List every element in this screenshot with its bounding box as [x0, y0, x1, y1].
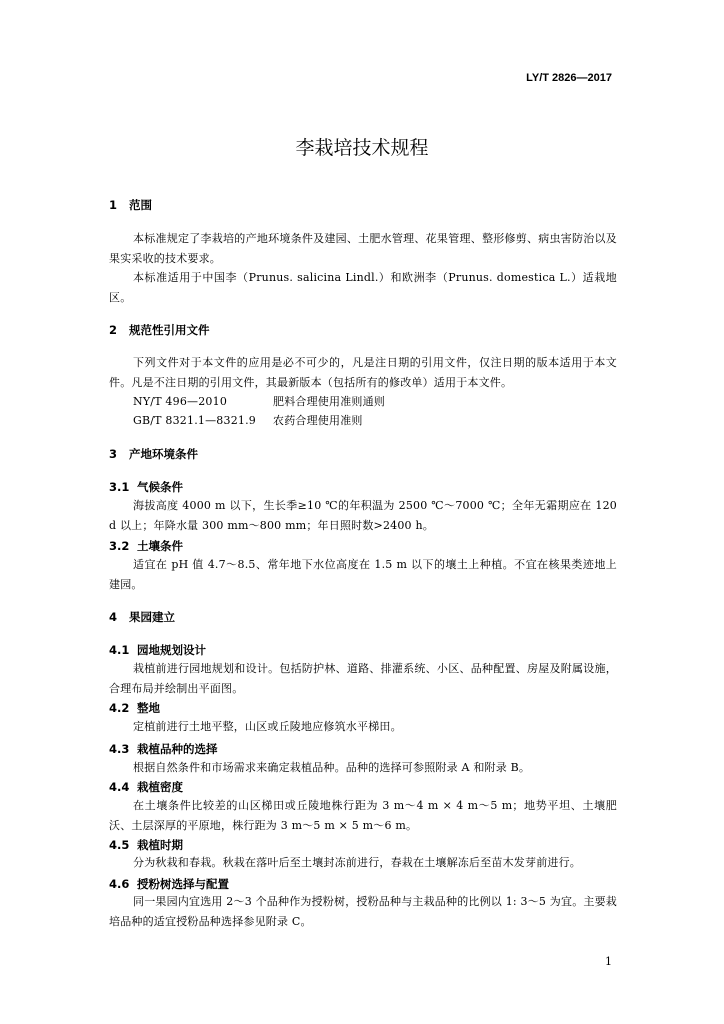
section-number: 4.1	[109, 643, 130, 657]
section-4-6-heading	[109, 876, 229, 892]
section-number: 4.2	[109, 701, 130, 715]
section-number: 1	[109, 198, 118, 212]
section-1-paragraph-2: 本标准适用于中国李（Prunus. salicina Lindl.）和欧洲李（Prunus. domestica L.）适栽地区。	[109, 271, 617, 304]
section-4-3-paragraph: 根据自然条件和市场需求来确定栽植品种。品种的选择可参照附录 A 和附录 B。	[133, 761, 531, 774]
section-number: 4.3	[109, 742, 130, 756]
section-1-paragraph-1: 本标准规定了李栽培的产地环境条件及建园、土肥水管理、花果管理、整形修剪、病虫害防治以及果实采收的技术要求。	[109, 232, 617, 265]
section-4-4-paragraph: 在土壤条件比较差的山区梯田或丘陵地株行距为 3 m～4 m × 4 m～5 m；地势平坦、土壤肥沃、土层深厚的平原地，株行距为 3 m～5 m × 5 m～6 m。	[109, 799, 617, 832]
section-3-2-paragraph: 适宜在 pH 值 4.7～8.5、常年地下水位高度在 1.5 m 以下的壤土上种植。不宜在核果类迹地上建园。	[109, 558, 617, 591]
section-4-5-paragraph: 分为秋栽和春栽。秋栽在落叶后至土壤封冻前进行，春栽在土壤解冻后至苗木发芽前进行。	[133, 856, 581, 869]
section-title: 栽植时期	[137, 838, 183, 852]
section-title: 产地环境条件	[129, 447, 198, 461]
section-4-3-heading	[109, 741, 218, 757]
section-1-heading	[109, 197, 152, 213]
section-title: 栽植密度	[137, 780, 183, 794]
section-4-2-heading	[109, 700, 160, 716]
document-title: 李栽培技术规程	[295, 137, 429, 159]
section-title: 园地规划设计	[137, 643, 206, 657]
section-number: 3	[109, 447, 118, 461]
reference-row	[109, 411, 363, 431]
reference-code: NY/T 496—2010	[133, 395, 228, 408]
reference-code: GB/T 8321.1—8321.9	[133, 414, 256, 427]
section-title: 气候条件	[137, 480, 183, 494]
section-4-1-paragraph: 栽植前进行园地规划和设计。包括防护林、道路、排灌系统、小区、品种配置、房屋及附属设施，合理布局并绘制出平面图。	[109, 662, 617, 695]
section-number: 4.4	[109, 780, 130, 794]
standard-code: LY/T 2826—2017	[526, 72, 612, 84]
section-number: 4.6	[109, 877, 130, 891]
section-3-2-heading	[109, 538, 183, 554]
section-4-1-heading	[109, 642, 206, 658]
section-3-1-paragraph: 海拔高度 4000 m 以下，生长季≥10 ℃的年积温为 2500 ℃～7000 ℃；全年无霜期应在 120 d 以上；年降水量 300 mm～800 mm；年日照时数>2400 h。	[109, 499, 617, 532]
section-4-4-heading	[109, 779, 183, 795]
section-title: 土壤条件	[137, 539, 183, 553]
reference-row	[109, 392, 385, 412]
section-number: 4.5	[109, 838, 130, 852]
section-number: 3.1	[109, 480, 130, 494]
reference-name: 肥料合理使用准则通则	[273, 395, 385, 408]
section-4-heading	[109, 609, 175, 625]
section-title: 范围	[129, 198, 152, 212]
section-title: 果园建立	[129, 610, 175, 624]
section-title: 授粉树选择与配置	[137, 877, 229, 891]
page-number: 1	[605, 955, 612, 968]
reference-name: 农药合理使用准则	[273, 414, 363, 427]
section-title: 栽植品种的选择	[137, 742, 218, 756]
section-4-6-paragraph: 同一果园内宜选用 2～3 个品种作为授粉树，授粉品种与主栽品种的比例以 1: 3～5 为宜。主要栽培品种的适宜授粉品种选择参见附录 C。	[109, 895, 617, 928]
section-title: 规范性引用文件	[129, 323, 210, 337]
section-4-5-heading	[109, 837, 183, 853]
section-number: 4	[109, 610, 118, 624]
section-3-1-heading	[109, 479, 183, 495]
section-title: 整地	[137, 701, 160, 715]
section-3-heading	[109, 446, 198, 462]
section-number: 2	[109, 323, 118, 337]
section-number: 3.2	[109, 539, 130, 553]
section-4-2-paragraph: 定植前进行土地平整，山区或丘陵地应修筑水平梯田。	[133, 720, 402, 733]
section-2-heading	[109, 322, 210, 338]
section-2-paragraph: 下列文件对于本文件的应用是必不可少的，凡是注日期的引用文件，仅注日期的版本适用于本文件。凡是不注日期的引用文件，其最新版本（包括所有的修改单）适用于本文件。	[109, 356, 617, 389]
